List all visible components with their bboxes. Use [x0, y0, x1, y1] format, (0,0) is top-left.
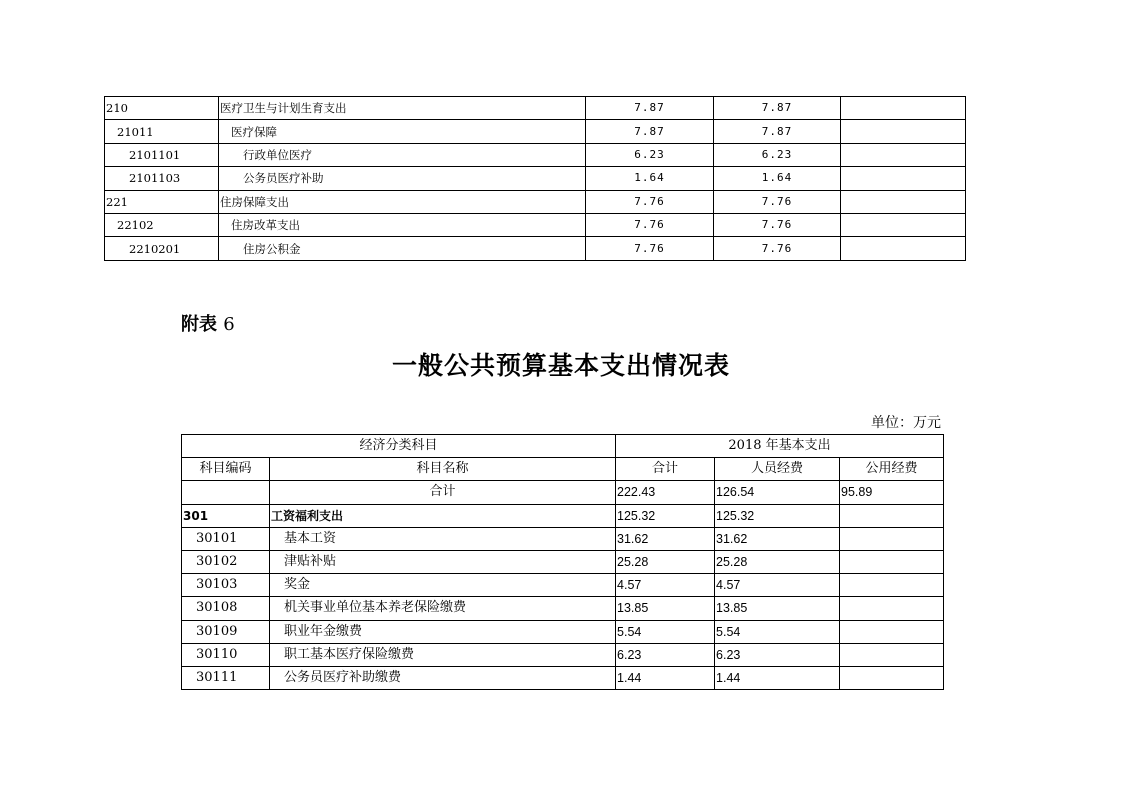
total-total: 222.43 — [616, 481, 715, 504]
row-personnel: 6.23 — [715, 643, 840, 666]
row-code: 30102 — [182, 550, 270, 573]
row-personnel: 25.28 — [715, 550, 840, 573]
row-public — [840, 504, 944, 527]
row-name: 职工基本医疗保险缴费 — [270, 643, 616, 666]
row-total: 6.23 — [616, 643, 715, 666]
row-code: 30109 — [182, 620, 270, 643]
appendix-text: 附表 — [181, 314, 217, 335]
row-code: 30111 — [182, 666, 270, 689]
header-economic-category: 经济分类科目 — [182, 435, 616, 458]
total-row — [182, 481, 944, 504]
header-group-row — [182, 435, 944, 458]
row-project — [841, 190, 966, 213]
row-code: 301 — [182, 504, 270, 527]
row-code: 2210201 — [105, 237, 219, 260]
row-basic: 7.76 — [714, 237, 841, 260]
table-row — [182, 597, 944, 620]
row-personnel: 1.44 — [715, 666, 840, 689]
row-name: 公务员医疗补助缴费 — [270, 666, 616, 689]
total-public: 95.89 — [840, 481, 944, 504]
row-code: 30103 — [182, 574, 270, 597]
row-public — [840, 643, 944, 666]
row-public — [840, 597, 944, 620]
table-row — [105, 167, 966, 190]
page-title: 一般公共预算基本支出情况表 — [391, 351, 730, 380]
row-personnel: 125.32 — [715, 504, 840, 527]
row-personnel: 31.62 — [715, 527, 840, 550]
row-project — [841, 213, 966, 236]
row-total: 13.85 — [616, 597, 715, 620]
total-name: 合计 — [270, 481, 616, 504]
row-code: 30108 — [182, 597, 270, 620]
header-column-row — [182, 458, 944, 481]
row-public — [840, 666, 944, 689]
row-basic: 7.87 — [714, 120, 841, 143]
row-code: 210 — [105, 97, 219, 120]
table-row — [182, 574, 944, 597]
header-code: 科目编码 — [182, 458, 270, 481]
row-name: 工资福利支出 — [270, 504, 616, 527]
header-2018-basic-expenditure: 2018 年基本支出 — [616, 435, 944, 458]
table-row — [105, 237, 966, 260]
unit-label: 单位：万元 — [871, 415, 941, 431]
header-total: 合计 — [616, 458, 715, 481]
table-row — [105, 97, 966, 120]
row-personnel: 4.57 — [715, 574, 840, 597]
row-name: 职业年金缴费 — [270, 620, 616, 643]
row-total: 5.54 — [616, 620, 715, 643]
table-row — [182, 527, 944, 550]
row-name: 奖金 — [270, 574, 616, 597]
row-total: 25.28 — [616, 550, 715, 573]
row-personnel: 13.85 — [715, 597, 840, 620]
total-personnel: 126.54 — [715, 481, 840, 504]
table-row — [182, 666, 944, 689]
row-project — [841, 120, 966, 143]
row-total: 7.76 — [586, 190, 714, 213]
row-total: 7.87 — [586, 97, 714, 120]
appendix-number: 6 — [223, 314, 235, 335]
header-name: 科目名称 — [270, 458, 616, 481]
row-name: 医疗卫生与计划生育支出 — [219, 97, 586, 120]
table-row — [105, 143, 966, 166]
table-row — [105, 213, 966, 236]
basic-expenditure-table — [181, 434, 944, 690]
row-total: 125.32 — [616, 504, 715, 527]
row-name: 机关事业单位基本养老保险缴费 — [270, 597, 616, 620]
row-name: 医疗保障 — [219, 120, 586, 143]
row-total: 1.44 — [616, 666, 715, 689]
row-project — [841, 237, 966, 260]
row-code: 30110 — [182, 643, 270, 666]
row-personnel: 5.54 — [715, 620, 840, 643]
row-name: 津贴补贴 — [270, 550, 616, 573]
total-code — [182, 481, 270, 504]
row-total: 4.57 — [616, 574, 715, 597]
table-row — [182, 643, 944, 666]
row-code: 22102 — [105, 213, 219, 236]
row-total: 31.62 — [616, 527, 715, 550]
row-public — [840, 574, 944, 597]
table-row — [182, 620, 944, 643]
row-code: 21011 — [105, 120, 219, 143]
row-project — [841, 143, 966, 166]
row-total: 7.76 — [586, 237, 714, 260]
row-code: 2101103 — [105, 167, 219, 190]
row-name: 基本工资 — [270, 527, 616, 550]
row-code: 30101 — [182, 527, 270, 550]
row-total: 1.64 — [586, 167, 714, 190]
row-name: 行政单位医疗 — [219, 143, 586, 166]
row-total: 6.23 — [586, 143, 714, 166]
row-public — [840, 527, 944, 550]
table-row — [182, 550, 944, 573]
continuation-table — [104, 96, 966, 261]
row-name: 住房改革支出 — [219, 213, 586, 236]
table-row — [105, 120, 966, 143]
row-name: 公务员医疗补助 — [219, 167, 586, 190]
row-project — [841, 167, 966, 190]
table-row — [105, 190, 966, 213]
row-basic: 7.76 — [714, 213, 841, 236]
row-code: 2101101 — [105, 143, 219, 166]
row-basic: 7.87 — [714, 97, 841, 120]
row-name: 住房保障支出 — [219, 190, 586, 213]
row-basic: 6.23 — [714, 143, 841, 166]
row-total: 7.76 — [586, 213, 714, 236]
header-personnel: 人员经费 — [715, 458, 840, 481]
row-project — [841, 97, 966, 120]
row-basic: 7.76 — [714, 190, 841, 213]
row-public — [840, 550, 944, 573]
row-name: 住房公积金 — [219, 237, 586, 260]
row-total: 7.87 — [586, 120, 714, 143]
table-row — [182, 504, 944, 527]
header-public: 公用经费 — [840, 458, 944, 481]
row-basic: 1.64 — [714, 167, 841, 190]
row-public — [840, 620, 944, 643]
appendix-label — [181, 310, 235, 336]
row-code: 221 — [105, 190, 219, 213]
